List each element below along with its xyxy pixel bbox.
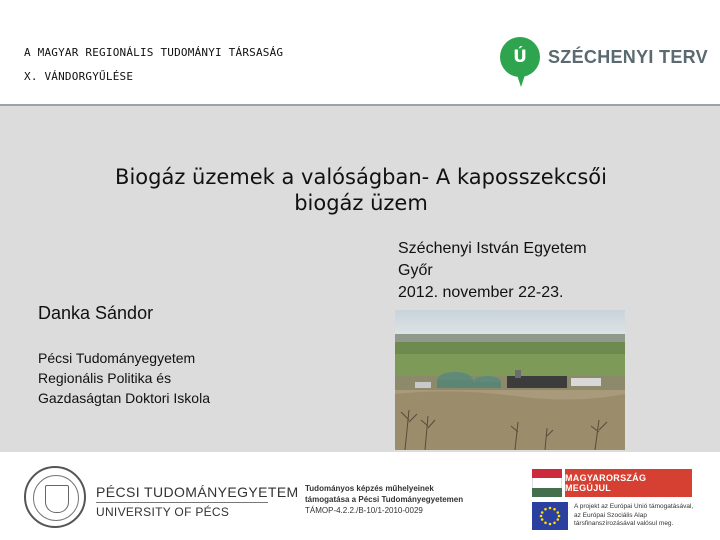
affiliation-line-3: Gazdaságtan Doktori Iskola [38, 390, 210, 406]
biogas-plant-photo [395, 310, 625, 450]
pte-name: PÉCSI TUDOMÁNYEGYETEM [96, 484, 299, 500]
eu-text-line-2: az Európai Szociális Alap [574, 511, 647, 519]
venue-date: 2012. november 22-23. [398, 284, 564, 301]
hungarian-flag-icon [532, 469, 562, 497]
pte-name-english: UNIVERSITY OF PÉCS [96, 505, 230, 519]
project-line-2: támogatása a Pécsi Tudományegyetemen [305, 495, 464, 504]
eu-text-line-3: társfinanszírozásával valósul meg. [574, 520, 674, 527]
szechenyi-terv-logo [500, 32, 708, 82]
university-seal-icon [24, 466, 86, 528]
affiliation-line-1: Pécsi Tudományegyetem [38, 350, 196, 366]
author-name: Danka Sándor [38, 303, 154, 323]
project-line-1: Tudományos képzés műhelyeinek [305, 484, 434, 493]
project-info [305, 483, 463, 516]
venue-city: Győr [398, 262, 433, 279]
congress-name: X. VÁNDORGYŰLÉSE [24, 70, 134, 83]
eu-text-line-1: A projekt az Európai Unió támogatásával, [574, 503, 694, 510]
venue-block [398, 238, 587, 304]
affiliation-line-2: Regionális Politika és [38, 370, 172, 386]
title-line-1: Biogáz üzemek a valóságban- A kaposszekcsői [115, 165, 607, 189]
slide-title [40, 164, 682, 216]
magyarorszag-megujul-logo [532, 469, 692, 497]
project-code: TÁMOP-4.2.2./B-10/1-2010-0029 [305, 506, 423, 515]
eu-funding-logo [532, 502, 692, 530]
szechenyi-logo-text: SZÉCHENYI TERV [548, 46, 708, 67]
pte-logo-text [96, 484, 299, 519]
title-line-2: biogáz üzem [294, 191, 428, 215]
eu-funding-text [574, 503, 694, 529]
mm-banner-text: MAGYARORSZÁG MEGÚJUL [565, 469, 692, 497]
szechenyi-logo-mark: Ú [500, 37, 540, 77]
pte-divider [96, 502, 268, 503]
eu-flag-icon [532, 502, 568, 530]
venue-university: Széchenyi István Egyetem [398, 240, 587, 257]
affiliation-block [38, 348, 210, 408]
society-name: A MAGYAR REGIONÁLIS TUDOMÁNYI TÁRSASÁG [24, 46, 284, 59]
